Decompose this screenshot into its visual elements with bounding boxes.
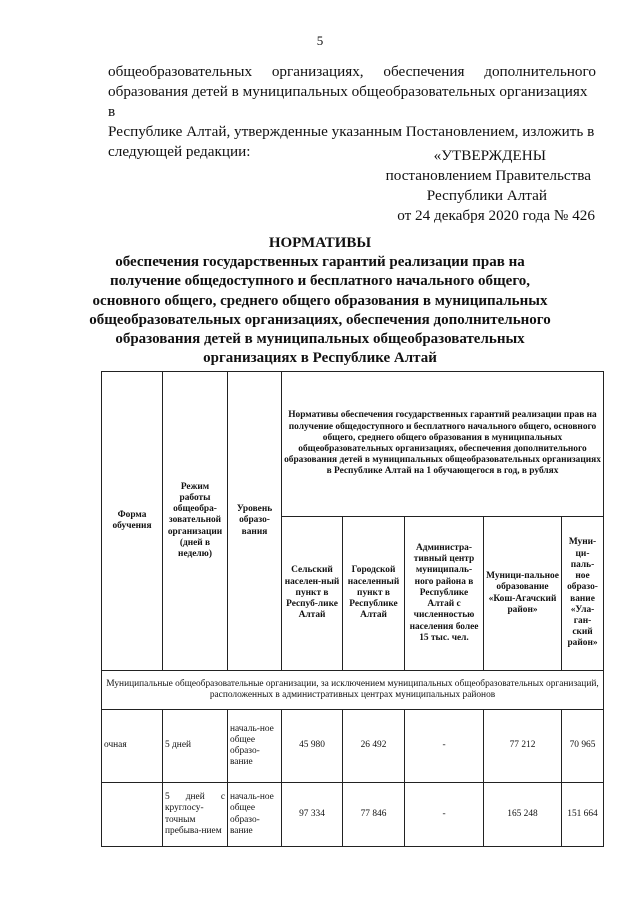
intro-line-1	[108, 62, 596, 82]
section-title: Муниципальные общеобразовательные организации, за исключением муниципальных общеобразовательных организаций, расположенных в административных центрах муниципальных районов	[102, 671, 604, 710]
cell-kosh-agach: 165 248	[484, 783, 562, 847]
cell-kosh-agach: 77 212	[484, 710, 562, 783]
header-rural: Сельский населен-ный пункт в Респуб-лике Алтай	[282, 517, 343, 671]
header-level: Уровень образо-вания	[228, 372, 282, 671]
cell-urban: 77 846	[343, 783, 405, 847]
document-heading	[80, 234, 560, 368]
heading-line: обеспечения государственных гарантий реализации прав на	[115, 254, 525, 271]
heading-line: основного общего, среднего общего образования в муниципальных	[92, 292, 548, 309]
cell-level: началь-ное общее образо-вание	[228, 710, 282, 783]
approved-line-2: постановлением Правительства	[385, 167, 591, 184]
norms-table	[101, 371, 604, 847]
intro-line-2: образования детей в муниципальных общеобразовательных организациях в	[108, 83, 588, 120]
heading-line: получение общедоступного и бесплатного начального общего,	[109, 273, 531, 290]
intro-line-3: Республике Алтай, утвержденные указанным Постановлением, изложить в	[108, 123, 595, 140]
header-urban: Городской населенный пункт в Республике Алтай	[343, 517, 405, 671]
cell-form	[102, 783, 163, 847]
header-kosh-agach: Муници-пальное образование «Кош-Агачский район»	[484, 517, 562, 671]
cell-level: началь-ное общее образо-вание	[228, 783, 282, 847]
table-header-row	[102, 372, 604, 517]
table-section-row	[102, 671, 604, 710]
cell-ulagan: 70 965	[562, 710, 604, 783]
heading-line: общеобразовательных организациях, обеспечения дополнительного	[89, 311, 551, 328]
header-norms: Нормативы обеспечения государственных гарантий реализации прав на получение общедоступного и бесплатного начального общего, основного общего, среднего общего образования в муниципальных общеобразовательных организациях, обеспечения дополнительного образования детей в муниципальных общеобразовательных организациях в Республике Алтай на 1 обучающегося в год, в рублях	[282, 372, 604, 517]
cell-admin-center: -	[405, 783, 484, 847]
approval-stamp-block	[386, 146, 595, 226]
table-row	[102, 783, 604, 847]
cell-ulagan: 151 664	[562, 783, 604, 847]
heading-line: образования детей в муниципальных общеобразовательных	[115, 331, 525, 348]
cell-mode: 5 дней	[163, 710, 228, 783]
approved-line-3: Республики Алтай	[426, 187, 547, 204]
cell-rural: 97 334	[282, 783, 343, 847]
intro-word: дополнительного	[484, 63, 596, 80]
cell-mode: 5 дней с круглосу-точным пребыва-нием	[163, 783, 228, 847]
table-row	[102, 710, 604, 783]
heading-title: НОРМАТИВЫ	[268, 235, 372, 251]
heading-line: организациях в Республике Алтай	[203, 350, 437, 367]
header-ulagan: Муни-ци-паль-ное образо-вание «Ула-ган-ский район»	[562, 517, 604, 671]
approved-line-4: от 24 декабря 2020 года № 426	[397, 207, 595, 224]
header-form: Форма обучения	[102, 372, 163, 671]
header-mode: Режим работы общеобра-зовательной организации (дней в неделю)	[163, 372, 228, 671]
intro-word: обеспечения	[383, 63, 465, 80]
cell-form: очная	[102, 710, 163, 783]
cell-admin-center: -	[405, 710, 484, 783]
intro-line-4: следующей редакции:	[108, 143, 251, 160]
approved-title: «УТВЕРЖДЕНЫ	[433, 147, 546, 164]
intro-word: общеобразовательных	[108, 63, 253, 80]
page-number: 5	[316, 33, 324, 48]
cell-rural: 45 980	[282, 710, 343, 783]
header-admin-center: Администра-тивный центр муниципаль-ного района в Республике Алтай с численностью населения более 15 тыс. чел.	[405, 517, 484, 671]
cell-urban: 26 492	[343, 710, 405, 783]
intro-word: организациях,	[271, 63, 364, 80]
